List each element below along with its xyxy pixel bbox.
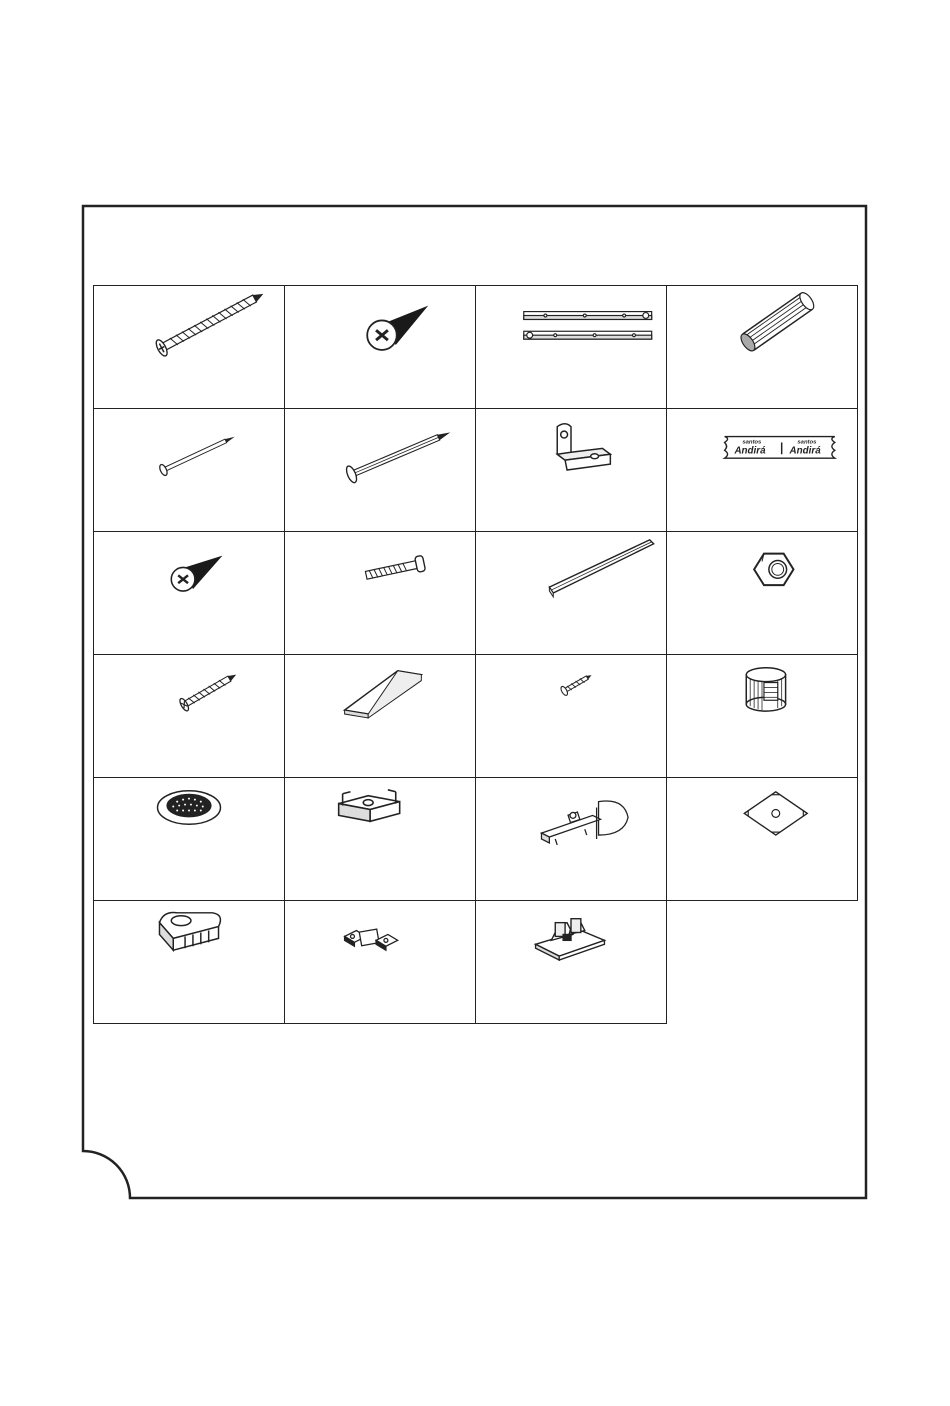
part-cell-6 bbox=[284, 408, 476, 532]
tiny-screw-icon bbox=[476, 655, 666, 777]
clip-bracket-icon bbox=[285, 778, 475, 900]
drawer-slide-rails-icon bbox=[476, 286, 666, 408]
medium-wood-screw-icon bbox=[94, 655, 284, 777]
part-cell-7 bbox=[475, 408, 667, 532]
part-cell-21 bbox=[93, 900, 285, 1024]
large-nail-icon bbox=[285, 409, 475, 531]
wooden-dowel-icon bbox=[667, 286, 857, 408]
part-cell-12 bbox=[666, 531, 858, 655]
part-cell-11 bbox=[475, 531, 667, 655]
part-cell-20 bbox=[666, 777, 858, 901]
hardware-parts-grid bbox=[93, 285, 858, 1024]
vent-grommet-icon bbox=[94, 778, 284, 900]
hex-nut-icon bbox=[667, 532, 857, 654]
small-countersunk-screw-icon bbox=[94, 532, 284, 654]
part-cell-2 bbox=[284, 285, 476, 409]
shelf-support-block-icon bbox=[476, 901, 666, 1023]
small-nail-icon bbox=[94, 409, 284, 531]
mounting-plate-icon bbox=[667, 778, 857, 900]
part-cell-14 bbox=[284, 654, 476, 778]
part-cell-8 bbox=[666, 408, 858, 532]
part-cell-5 bbox=[93, 408, 285, 532]
cabinet-hinge-icon bbox=[476, 778, 666, 900]
machine-bolt-icon bbox=[285, 532, 475, 654]
sachet-icon bbox=[667, 409, 857, 531]
part-cell-19 bbox=[475, 777, 667, 901]
cam-barrel-nut-icon bbox=[667, 655, 857, 777]
sachet-brand-small-1: santos bbox=[742, 439, 762, 446]
connector-clips-icon bbox=[285, 901, 475, 1023]
part-cell-9 bbox=[93, 531, 285, 655]
l-bracket-icon bbox=[476, 409, 666, 531]
wedge-shim-icon bbox=[285, 655, 475, 777]
part-cell-16 bbox=[666, 654, 858, 778]
part-cell-22 bbox=[284, 900, 476, 1024]
part-cell-3 bbox=[475, 285, 667, 409]
part-cell-17 bbox=[93, 777, 285, 901]
part-cell-10 bbox=[284, 531, 476, 655]
part-cell-18 bbox=[284, 777, 476, 901]
long-wood-screw-icon bbox=[94, 286, 284, 408]
part-cell-23 bbox=[475, 900, 667, 1024]
short-countersunk-screw-icon bbox=[285, 286, 475, 408]
part-cell-15 bbox=[475, 654, 667, 778]
sachet-brand-small-2: santos bbox=[797, 439, 817, 446]
part-cell-1 bbox=[93, 285, 285, 409]
sachet-brand-large-2: Andirá bbox=[789, 445, 821, 457]
rod-support-icon bbox=[94, 901, 284, 1023]
guide-rail-strip-icon bbox=[476, 532, 666, 654]
sachet-brand-large-1: Andirá bbox=[734, 445, 766, 457]
part-cell-4 bbox=[666, 285, 858, 409]
part-cell-13 bbox=[93, 654, 285, 778]
